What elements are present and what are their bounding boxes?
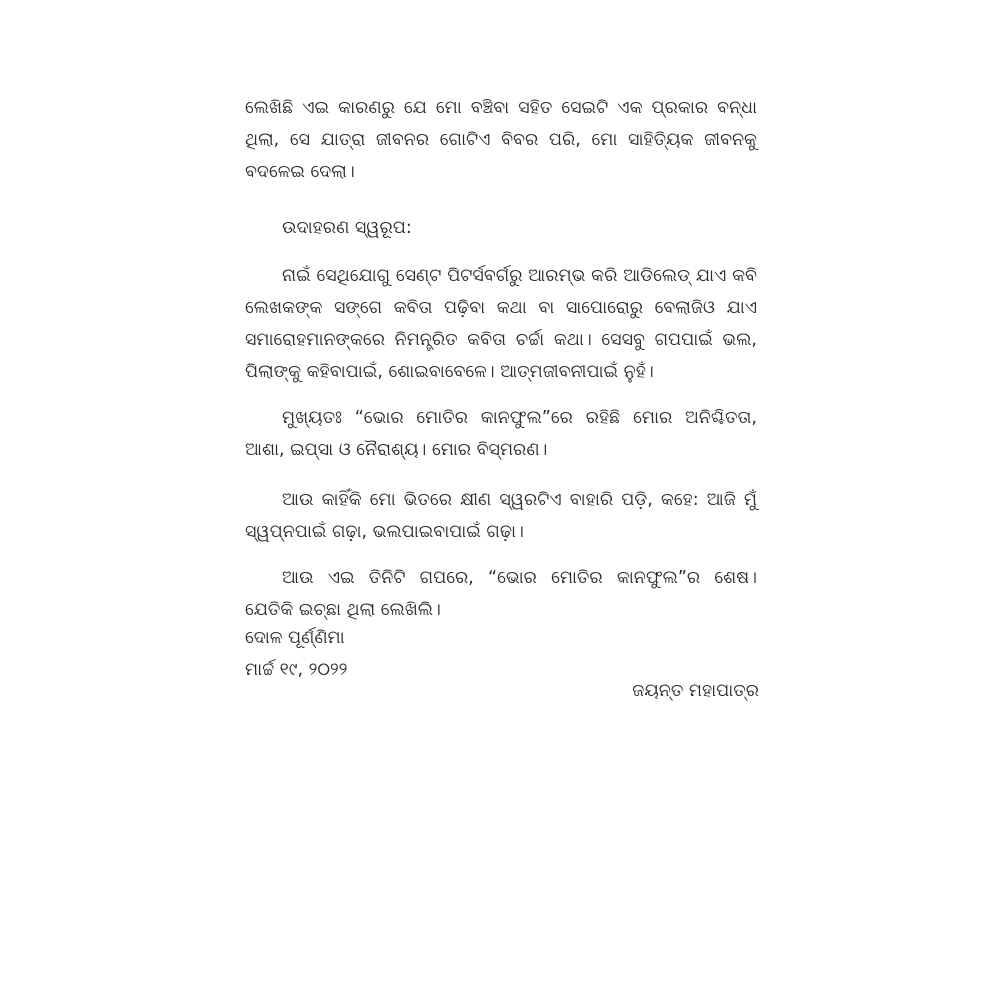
paragraph-line: ଥିଲା, ସେ ଯାତ୍ରା ଜୀବନର ଗୋଟିଏ ବିବର ପରି, ମୋ ସାହିତ୍ୟିକ ଜୀବନକୁ [245, 130, 757, 150]
document-body [245, 92, 757, 626]
paragraph-line: ସ୍ୱପ୍ନପାଇଁ ଗଢ଼ା, ଭଲପାଇବାପାଇଁ ଗଢ଼ା। [245, 522, 524, 542]
paragraph-line: ବଦଳେଇ ଦେଲା। [245, 162, 355, 182]
paragraph-line: ଉଦାହରଣ ସ୍ୱରୂପ: [282, 218, 412, 238]
paragraph-1 [245, 92, 757, 188]
signoff-date: ମାର୍ଚ୍ଚ ୧୯, ୨୦୨୨ [245, 660, 348, 680]
paragraph-6 [245, 562, 757, 626]
paragraph-line: ଲେଖକଙ୍କ ସଙ୍ଗେ କବିତା ପଢ଼ିବା କଥା ବା ସାପୋରୋରୁ ବେଲାଜିଓ ଯାଏ [245, 298, 757, 318]
paragraph-line: ଯେତିକି ଇଚ୍ଛା ଥିଲା ଲେଖିଲି। [245, 600, 441, 620]
signoff-block [245, 622, 347, 686]
paragraph-line: ସମାରୋହମାନଙ୍କରେ ନିମନ୍ତ୍ରିତ କବିତା ଚର୍ଚ୍ଚା କଥା। ସେସବୁ ଗପପାଇଁ ଭଲ, [245, 330, 757, 350]
paragraph-line: ଲେଖିଛି ଏଇ କାରଣରୁ ଯେ ମୋ ବଞ୍ଚିବା ସହିତ ସେଇଟି ଏକ ପ୍ରକାର ବନ୍ଧା [245, 98, 757, 118]
signoff-place-day: ଦୋଳ ପୂର୍ଣ୍ଣିମା [245, 628, 345, 648]
paragraph-line: ଆଉ କାହିଁକି ମୋ ଭିତରେ କ୍ଷୀଣ ସ୍ୱରଟିଏ ବାହାରି ପଡ଼ି, କହେ: ଆଜି ମୁଁ [282, 490, 757, 510]
paragraph-4 [245, 402, 757, 466]
author-name: ଜୟନ୍ତ ମହାପାତ୍ର [632, 681, 759, 701]
paragraph-line: ମୁଖ୍ୟତଃ “ଭୋର ମୋତିର କାନଫୁଲ”ରେ ରହିଛି ମୋର ଅନିଶ୍ଚିତତା, [282, 408, 757, 428]
paragraph-line: ପିଲାଙ୍କୁ କହିବାପାଇଁ, ଶୋଇବାବେଳେ। ଆତ୍ମଜୀବନୀପାଇଁ ନୁହଁ। [245, 362, 654, 382]
paragraph-line: ଆଉ ଏଇ ତିନିଟି ଗପରେ, “ଭୋର ମୋତିର କାନଫୁଲ”ର ଶେଷ। [282, 568, 757, 588]
paragraph-5 [245, 484, 757, 548]
paragraph-2 [245, 212, 757, 244]
paragraph-line: ଆଶା, ଇପ୍ସା ଓ ନୈରାଶ୍ୟ। ମୋର ବିସ୍ମରଣ। [245, 440, 548, 460]
paragraph-3 [245, 260, 757, 388]
paragraph-line: ନାଇଁ ସେଥିଯୋଗୁ ସେଣ୍ଟ ପିଟର୍ସବର୍ଗରୁ ଆରମ୍ଭ କରି ଆଡିଲେଡ୍ ଯାଏ କବି [282, 266, 757, 286]
